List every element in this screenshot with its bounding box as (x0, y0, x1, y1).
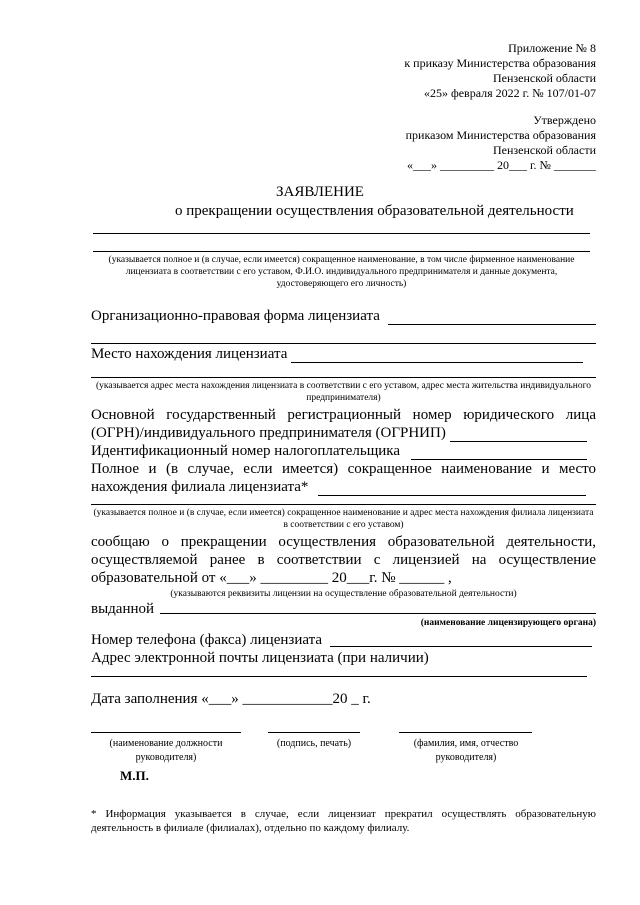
document-title: ЗАЯВЛЕНИЕ (276, 184, 364, 200)
fio-hint: (фамилия, имя, отчество руководителя) (413, 738, 519, 763)
license-hint: (указываются реквизиты лицензии на осуществление образовательной деятельности) (170, 589, 517, 599)
fill-date: Дата заполнения «___» ____________20 _ г. (91, 691, 371, 707)
org-form-field[interactable] (388, 324, 596, 325)
branch-label-line-1: Полное и (в случае, если имеется) сокращенное наименование и место (91, 461, 596, 477)
position-hint: (наименование должности руководителя) (109, 738, 223, 763)
appendix-date: «25» февраля 2022 г. № 107/01-07 (423, 86, 596, 100)
appendix-number: Приложение № 8 (508, 41, 596, 55)
fio-line[interactable] (399, 732, 532, 733)
appendix-region: Пензенской области (493, 71, 596, 85)
location-line-2[interactable] (91, 377, 596, 378)
footnote-mark: * (91, 808, 97, 820)
signature-hint: (подпись, печать) (276, 738, 352, 749)
signature-line[interactable] (268, 732, 360, 733)
ogrn-label-line-1: Основной государственный регистрационный номер юридического лица (91, 407, 596, 423)
approved-region: Пензенской области (493, 143, 596, 157)
statement-line-1: сообщаю о прекращении осуществления образовательной деятельности, (91, 534, 596, 550)
email-label: Адрес электронной почты лицензиата (при наличии) (91, 650, 429, 666)
ogrn-field[interactable] (450, 441, 587, 442)
statement-line-2: осуществляемой ранее в соответствии с лицензией на осуществление (91, 552, 596, 568)
branch-hint: (указывается полное и (в случае, если имеется) сокращенное наименование и адрес места нахождения филиала лицензиата в соответствии с его уставом) (93, 508, 594, 530)
approved-order: приказом Министерства образования (405, 128, 596, 142)
seal-mark: М.П. (120, 768, 149, 783)
email-field[interactable] (91, 676, 587, 677)
position-line[interactable] (91, 732, 241, 733)
issued-field[interactable] (160, 613, 596, 614)
org-form-line-2[interactable] (91, 343, 596, 344)
footnote-text: Информация указывается в случае, если лицензиат прекратил осуществлять образовательную деятельность в филиале (филиалах), отдельно по каждому филиалу. (91, 808, 596, 834)
address-hint: (указывается адрес места нахождения лицензиата в соответствии с его уставом, адрес места жительства индивидуального предпринимателя) (96, 381, 591, 403)
approved-date: «___» _________ 20___ г. № _______ (406, 158, 596, 172)
inn-field[interactable] (411, 459, 587, 460)
issued-label: выданной (91, 601, 155, 617)
location-label: Место нахождения лицензиата (91, 346, 288, 362)
location-field[interactable] (291, 362, 583, 363)
approved-label: Утверждено (533, 113, 596, 127)
branch-field[interactable] (318, 495, 586, 496)
inn-label: Идентификационный номер налогоплательщика (91, 443, 401, 459)
name-line-1[interactable] (93, 233, 590, 234)
footnote (91, 807, 596, 835)
branch-line-2[interactable] (91, 504, 596, 505)
statement-line-3: образовательной от «___» _________ 20___г. № ______ , (91, 570, 452, 586)
document-subtitle: о прекращении осуществления образовательной деятельности (175, 203, 574, 219)
ogrn-label-line-2: (ОГРН)/индивидуального предпринимателя (ОГРНИП) (91, 425, 446, 441)
org-form-label: Организационно-правовая форма лицензиата (91, 308, 380, 324)
appendix-order: к приказу Министерства образования (404, 56, 596, 70)
authority-hint: (наименование лицензирующего органа) (420, 618, 596, 628)
name-hint: (указывается полное и (в случае, если имеется) сокращенное наименование, в том числе фирменное наименование лицензиата в соответствии с его уставом, Ф.И.О. индивидуального предпринимателя и данные документа, удостоверяющего его личность) (108, 255, 575, 289)
branch-label-line-2: нахождения филиала лицензиата* (91, 479, 309, 495)
phone-label: Номер телефона (факса) лицензиата (91, 632, 323, 648)
phone-field[interactable] (330, 646, 592, 647)
name-line-2[interactable] (93, 251, 590, 252)
